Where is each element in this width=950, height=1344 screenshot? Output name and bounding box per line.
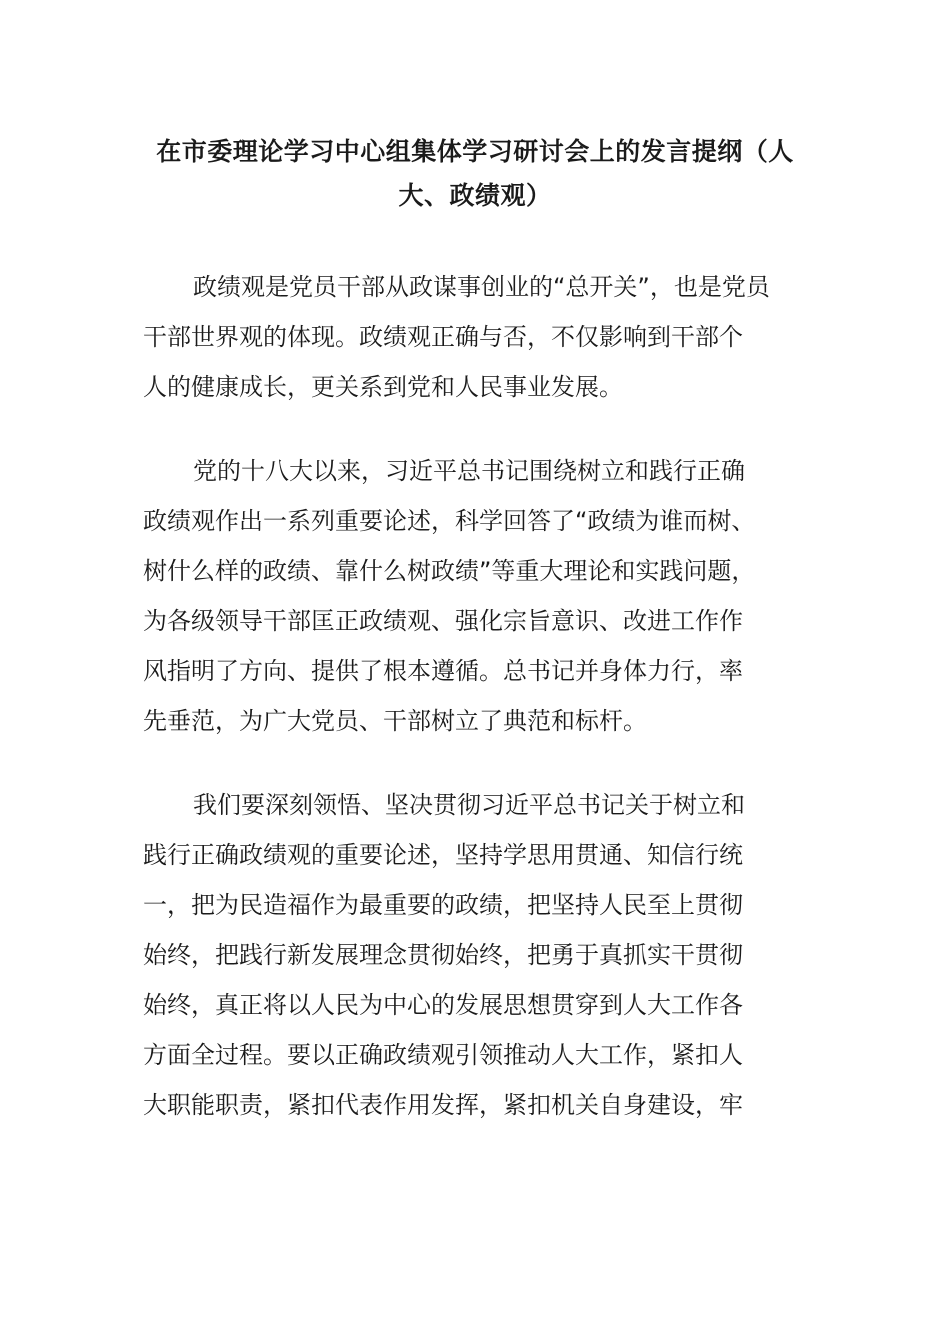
title-line: 大、政绩观） bbox=[398, 181, 552, 210]
document-title bbox=[140, 130, 810, 218]
paragraph-line: 方面全过程。要以正确政绩观引领推动人大工作，紧扣人 bbox=[143, 1041, 743, 1069]
paragraph-line: 政绩观是党员干部从政谋事创业的“总开关”，也是党员 bbox=[193, 273, 770, 301]
paragraph-line: 干部世界观的体现。政绩观正确与否，不仅影响到干部个 bbox=[143, 323, 743, 351]
paragraph-2 bbox=[143, 446, 807, 746]
paragraph-line: 人的健康成长，更关系到党和人民事业发展。 bbox=[143, 373, 623, 401]
paragraph-1 bbox=[143, 262, 807, 412]
paragraph-line: 始终，把践行新发展理念贯彻始终，把勇于真抓实干贯彻 bbox=[143, 941, 743, 969]
title-line: 在市委理论学习中心组集体学习研讨会上的发言提纲（人 bbox=[156, 137, 794, 166]
paragraph-line: 政绩观作出一系列重要论述，科学回答了“政绩为谁而树、 bbox=[143, 507, 756, 535]
paragraph-line: 党的十八大以来，习近平总书记围绕树立和践行正确 bbox=[193, 457, 745, 485]
paragraph-line: 树什么样的政绩、靠什么树政绩”等重大理论和实践问题， bbox=[143, 557, 756, 585]
paragraph-line: 一，把为民造福作为最重要的政绩，把坚持人民至上贯彻 bbox=[143, 891, 743, 919]
paragraph-line: 践行正确政绩观的重要论述，坚持学思用贯通、知信行统 bbox=[143, 841, 743, 869]
paragraph-line: 风指明了方向、提供了根本遵循。总书记并身体力行，率 bbox=[143, 657, 743, 685]
paragraph-line: 为各级领导干部匡正政绩观、强化宗旨意识、改进工作作 bbox=[143, 607, 743, 635]
paragraph-line: 大职能职责，紧扣代表作用发挥，紧扣机关自身建设，牢 bbox=[143, 1091, 743, 1119]
paragraph-line: 始终，真正将以人民为中心的发展思想贯穿到人大工作各 bbox=[143, 991, 743, 1019]
paragraph-3 bbox=[143, 780, 807, 1130]
paragraph-line: 先垂范，为广大党员、干部树立了典范和标杆。 bbox=[143, 707, 647, 735]
paragraph-line: 我们要深刻领悟、坚决贯彻习近平总书记关于树立和 bbox=[193, 791, 745, 819]
